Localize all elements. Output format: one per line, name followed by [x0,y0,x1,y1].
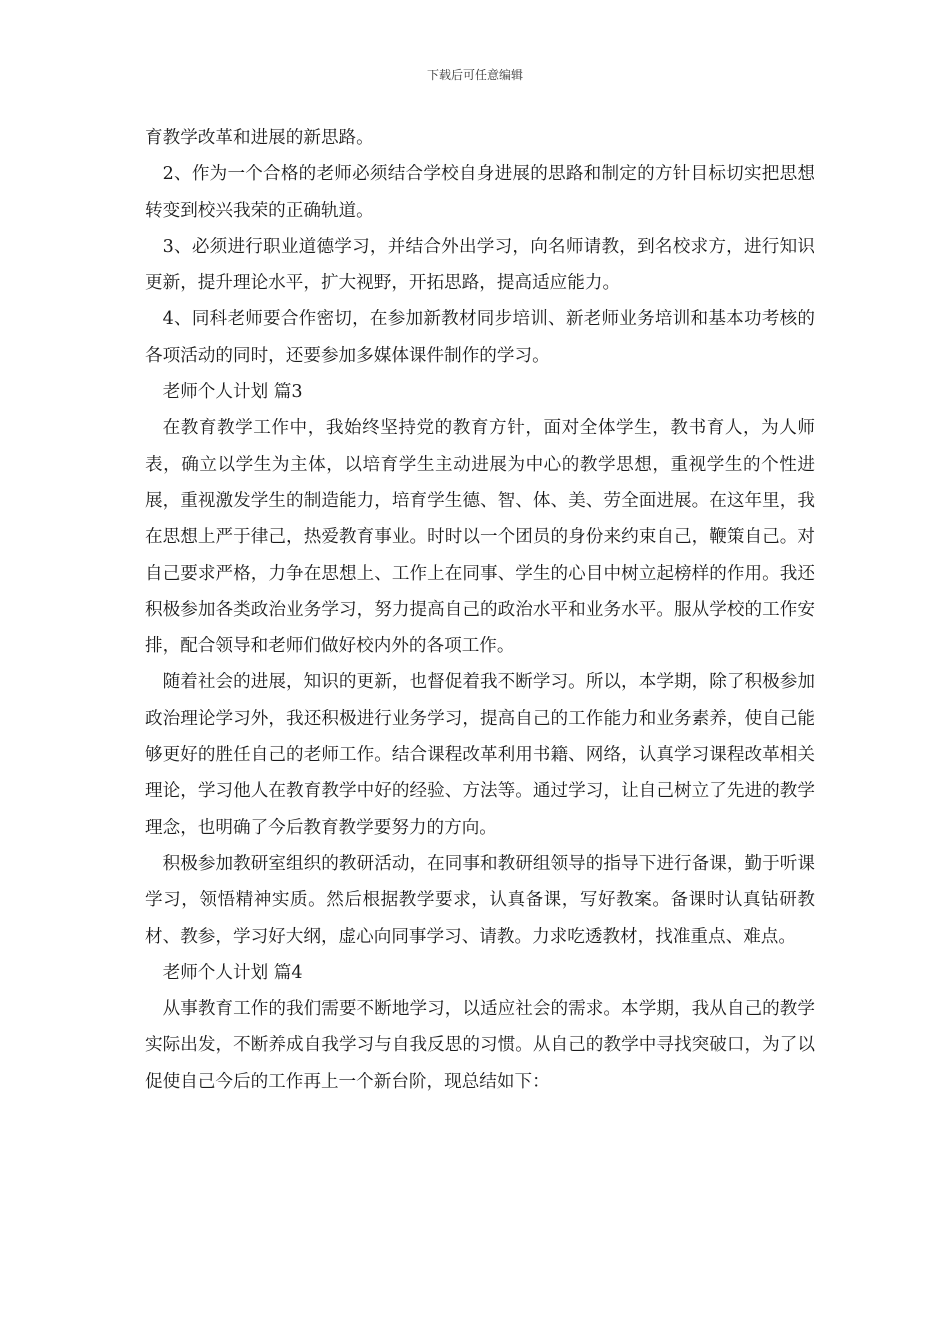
section-heading-4: 老师个人计划 篇4 [162,962,303,983]
paragraph: 积极参加教研室组织的教研活动，在同事和教研组领导的指导下进行备课，勤于听课学习，领悟精神实质。然后根据教学要求，认真备课，写好教案。备课时认真钻研教材、教参，学习好大纲，虚心向同事学习、请教。力求吃透教材，找准重点、难点。 [145,853,815,947]
paragraph-continuation: 育教学改革和进展的新思路。 [145,128,374,148]
paragraph-item-4: 4、同科老师要合作密切，在参加新教材同步培训、新老师业务培训和基本功考核的各项活动的同时，还要参加多媒体课件制作的学习。 [145,309,815,366]
paragraph-item-3: 3、必须进行职业道德学习，并结合外出学习，向名师请教，到名校求方，进行知识更新，提升理论水平，扩大视野，开拓思路，提高适应能力。 [145,236,815,294]
paragraph-item-2: 2、作为一个合格的老师必须结合学校自身进展的思路和制定的方针目标切实把思想转变到校兴我荣的正确轨道。 [145,164,815,221]
document-body [145,120,815,1100]
paragraph: 从事教育工作的我们需要不断地学习，以适应社会的需求。本学期，我从自己的教学实际出发，不断养成自我学习与自我反思的习惯。从自己的教学中寻找突破口，为了以促使自己今后的工作再上一个新台阶，现总结如下： [145,999,815,1092]
paragraph: 在教育教学工作中，我始终坚持党的教育方针，面对全体学生，教书育人，为人师表，确立以学生为主体，以培育学生主动进展为中心的教学思想，重视学生的个性进展，重视激发学生的制造能力，培育学生德、智、体、美、劳全面进展。在这年里，我在思想上严于律己，热爱教育事业。时时以一个团员的身份来约束自己，鞭策自己。对自己要求严格，力争在思想上、工作上在同事、学生的心目中树立起榜样的作用。我还积极参加各类政治业务学习，努力提高自己的政治水平和业务水平。服从学校的工作安排，配合领导和老师们做好校内外的各项工作。 [145,418,815,657]
paragraph: 随着社会的进展，知识的更新，也督促着我不断学习。所以，本学期，除了积极参加政治理论学习外，我还积极进行业务学习，提高自己的工作能力和业务素养，使自己能够更好的胜任自己的老师工作。结合课程改革利用书籍、网络，认真学习课程改革相关理论，学习他人在教育教学中好的经验、方法等。通过学习，让自己树立了先进的教学理念，也明确了今后教育教学要努力的方向。 [145,672,815,838]
section-heading-3: 老师个人计划 篇3 [162,382,303,403]
page-header: 下载后可任意编辑 [426,68,523,82]
